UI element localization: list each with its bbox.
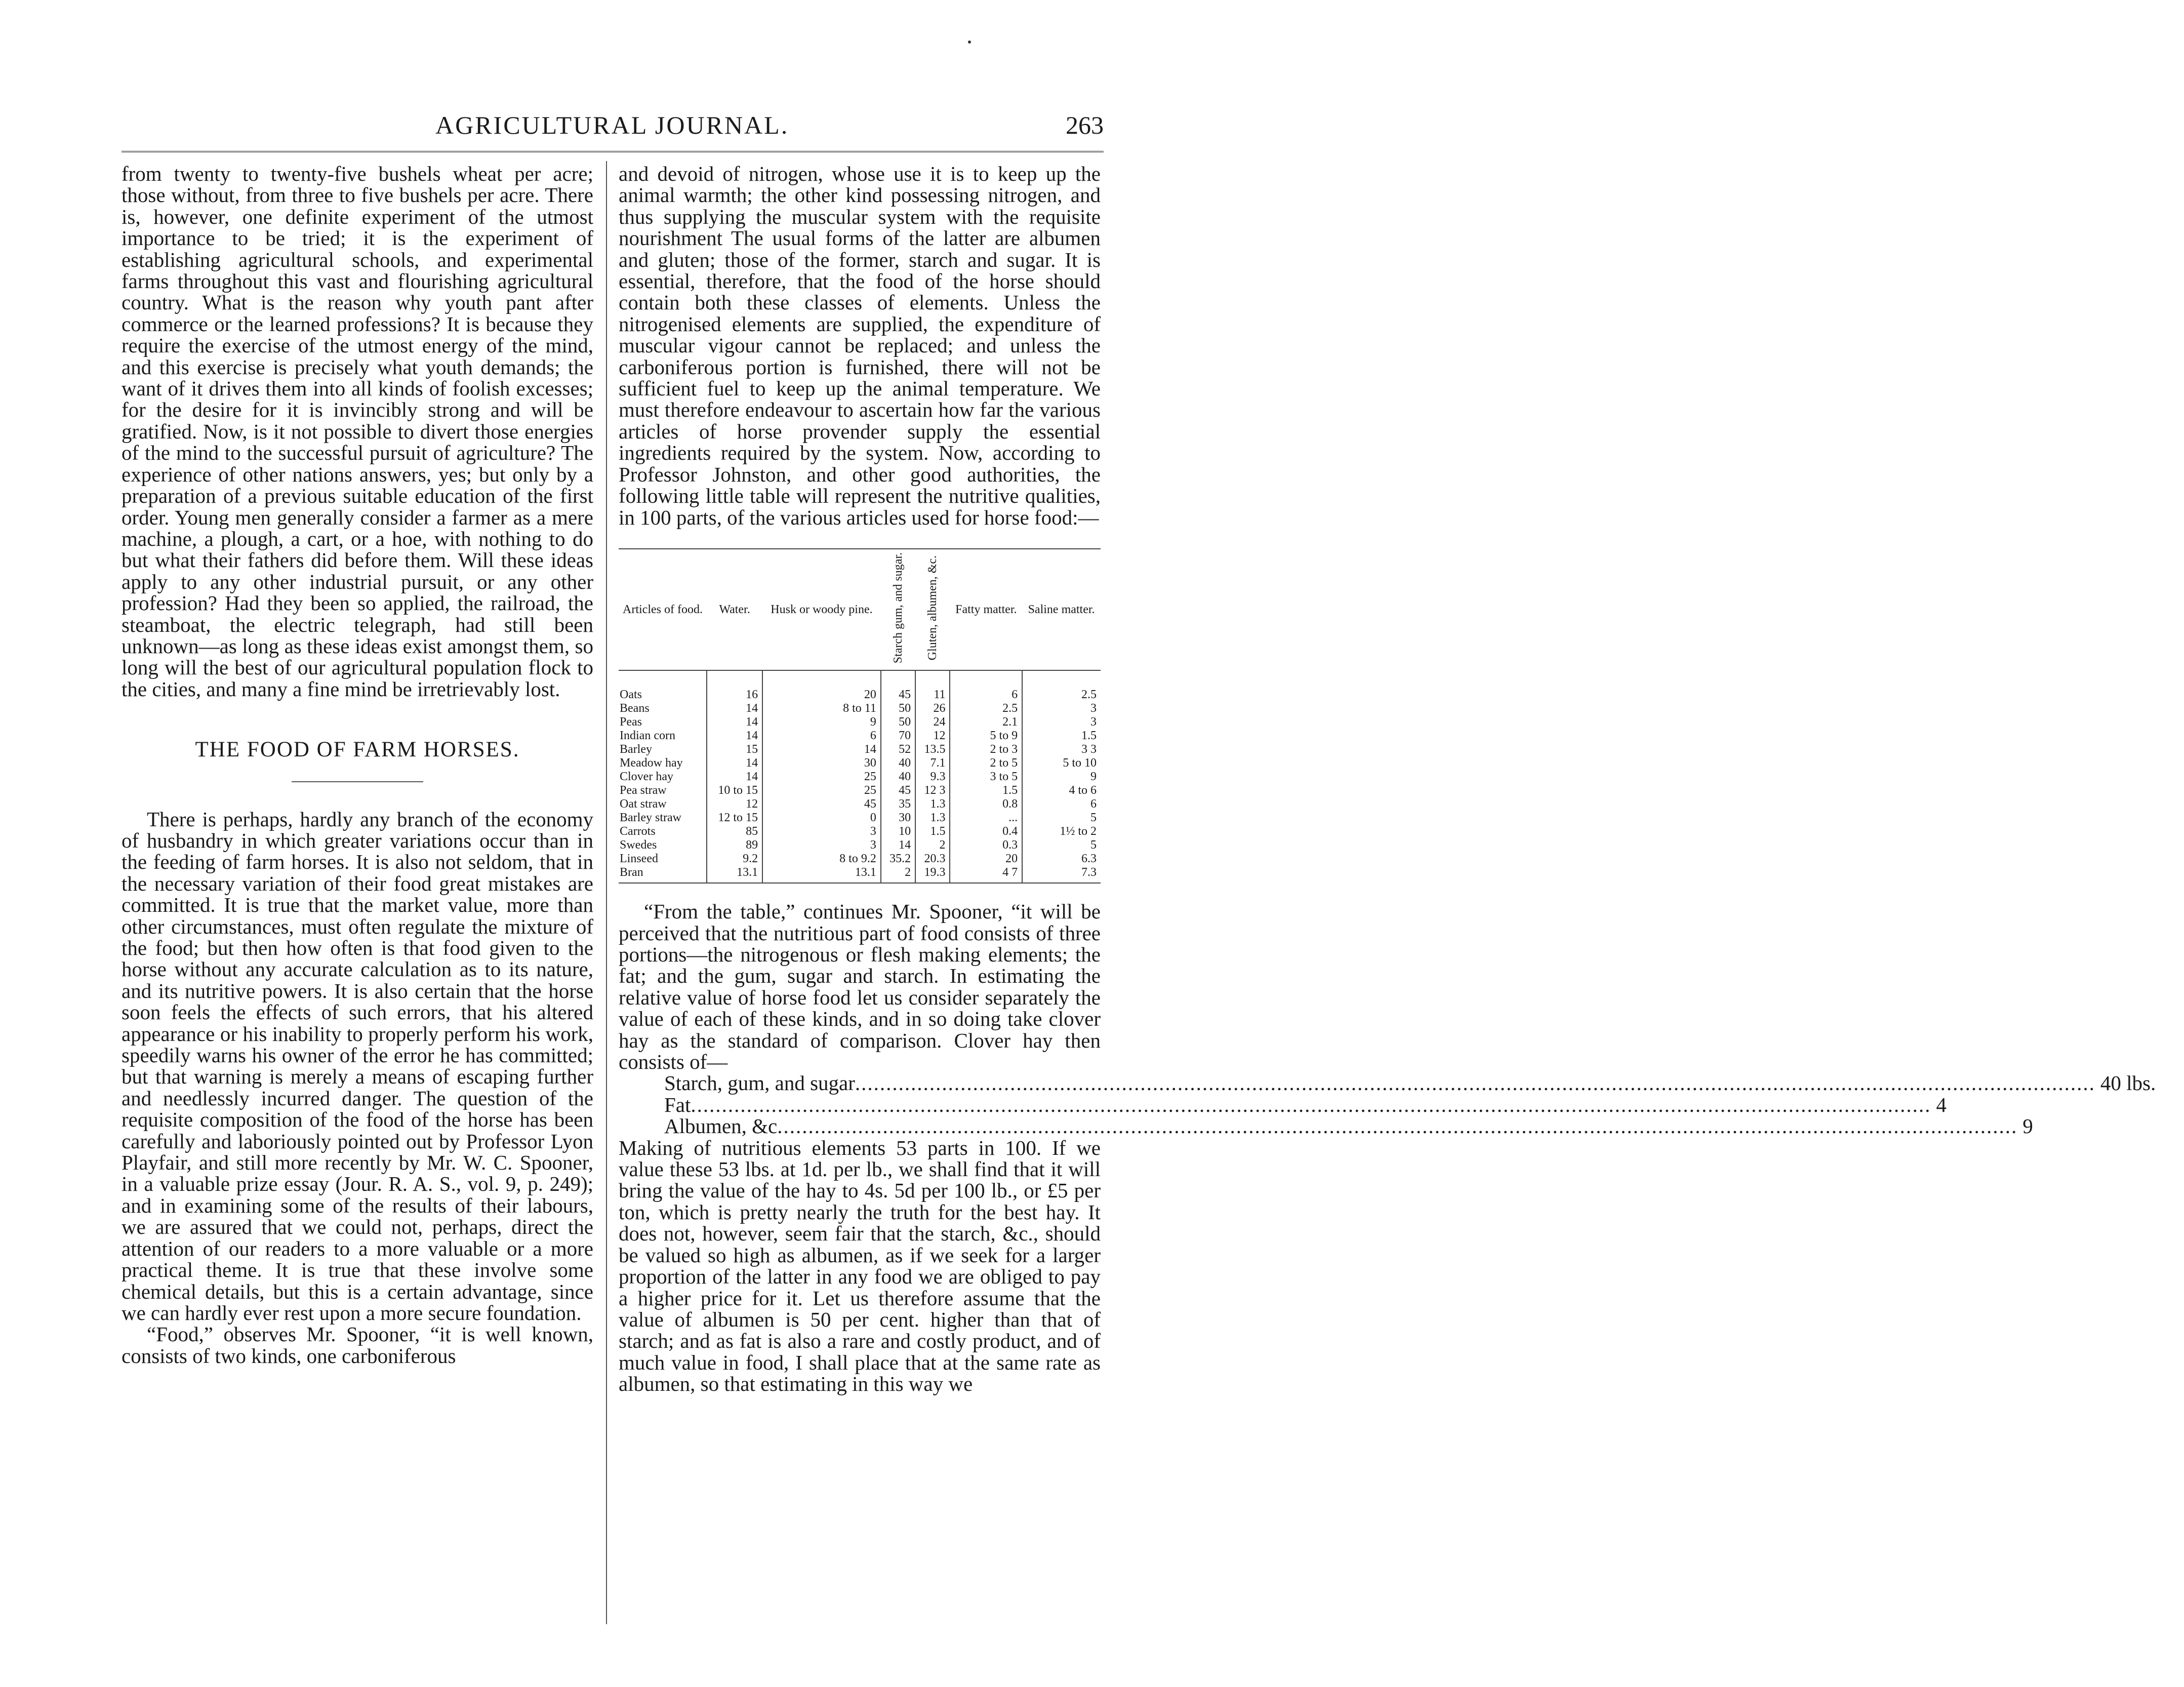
nutrition-table [619,548,1101,883]
table-cell-value: 1.5 [915,825,950,838]
section-heading-text: THE FOOD OF FARM HORSES. [195,738,520,762]
table-cell-value: 19.3 [915,866,950,883]
table-cell-value: 3 [1022,715,1101,729]
leader-dots: ........................................................................................................................................................................................................ [691,1093,1931,1116]
table-cell-value: 30 [881,811,915,825]
header-rule [122,151,1104,154]
table-cell-value: 6.3 [1022,852,1101,866]
table-cell-food: Linseed [620,852,658,866]
table-cell-value: 3 [1022,702,1101,715]
table-cell-value: 14 [762,743,881,756]
table-cell-value: 13.5 [915,743,950,756]
table-cell-value: 9.3 [915,770,950,784]
list-item-label: Fat [664,1093,691,1116]
list-item [619,1114,2033,1138]
col-header-gluten: Gluten, albumen, &c. [915,549,950,670]
table-cell-value: 45 [881,670,915,702]
table-cell-value: 1.3 [915,811,950,825]
table-row [619,811,1101,825]
table-cell-food: Indian corn [620,729,675,743]
list-item-value: 4 [1936,1093,1947,1116]
table-cell-food: Beans [620,702,650,715]
speck-mark [968,41,971,44]
table-cell-food: Oats [620,688,642,702]
left-paragraph-2: There is perhaps, hardly any branch of the economy of husbandry in which greater variations occur than in the feeding of farm horses. It is also not seldom, that in the necessary variation of their food great mistakes are committed. It is true that the market value, more than other circumstances, must often regulate the mixture of the food; but then how often is that food given to the horse without any accurate calculation as to its nature, and its nutritive powers. It is also certain that the horse soon feels the effects of such errors, that his altered appearance or his inability to properly perform his work, speedily warns his owner of the error he has committed; but that warning is merely a means of escaping further and needlessly incurred danger. The question of the requisite composition of the food of the horse has been carefully and laboriously pointed out by Professor Lyon Playfair, and still more recently by Mr. W. C. Spooner, in a valuable prize essay (Jour. R. A. S., vol. 9, p. 249); and in examining some of the results of their labours, we are assured that we could not, perhaps, direct the attention of our readers to a more valuable or a more practical theme. It is true that these involve some chemical details, but this is a certain advantage, since we can hardly ever rest upon a more secure foundation. [122,807,593,1324]
table-cell-value: 2.5 [950,702,1022,715]
table-cell-value: 5 [1022,811,1101,825]
table-cell-value: 0.8 [950,797,1022,811]
table-cell-value: 2 [881,866,915,883]
table-cell-value: 20 [762,670,881,702]
table-cell-value: 1.3 [915,797,950,811]
table-cell-value: 0.3 [950,838,1022,852]
table-row [619,729,1101,743]
left-column [122,163,593,1367]
table-cell-value: 12 to 15 [707,811,762,825]
table-cell-value: 85 [707,825,762,838]
table-cell-value: 30 [762,756,881,770]
table-cell-value: 5 to 9 [950,729,1022,743]
table-cell-food: Barley [620,743,652,756]
table-cell-food: Bran [619,866,707,883]
table-cell-value: 3 3 [1022,743,1101,756]
table-cell-value: 2.1 [950,715,1022,729]
table-row [619,838,1101,852]
page-header [122,110,1104,146]
left-paragraph-3: “Food,” observes Mr. Spooner, “it is well known, consists of two kinds, one carboniferous [122,1322,593,1368]
table-cell-food: Barley straw [620,811,681,825]
table-cell-value: 1½ to 2 [1022,825,1101,838]
table-row [619,670,1101,702]
table-cell-value: 6 [762,729,881,743]
table-row [619,784,1101,797]
table-cell-value: 7.3 [1022,866,1101,883]
table-cell-value: 52 [881,743,915,756]
table-cell-value: 20.3 [915,852,950,866]
table-cell-value: 3 [762,838,881,852]
table-row [619,702,1101,715]
table-row [619,852,1101,866]
table-cell-value: 13.1 [707,866,762,883]
list-item-label: Starch, gum, and sugar [664,1071,855,1095]
list-item-label: Albumen, &c [664,1114,778,1138]
col-header-husk: Husk or woody pine. [762,549,881,670]
left-paragraph-1: from twenty to twenty-five bushels wheat per acre; those without, from three to five bushels per acre. There is, however, one definite experiment of the utmost importance to be tried; it is the experiment of establishing agricultural schools, and experimental farms throughout this vast and flourishing agricultural country. What is the reason why youth pant after commerce or the learned professions? It is because they require the exercise of the utmost energy of the mind, and this exercise is precisely what youth demands; the want of it drives them into all kinds of foolish excesses; for the desire for it is invincibly strong and will be gratified. Now, is it not possible to divert those energies of the mind to the successful pursuit of agriculture? The experience of other nations answers, yes; but only by a preparation of a previous suitable education of the first order. Young men generally consider a farmer as a mere machine, a plough, a cart, or a hoe, with nothing to do but what their fathers did before them. Will these ideas apply to any other industrial pursuit, or any other profession? Had they been so applied, the railroad, the steamboat, the electric telegraph, had still been unknown—as long as these ideas exist amongst them, so long will the best of our agricultural population flock to the cities, and many a fine mind be irretrievably lost. [122,162,593,701]
list-item [619,1093,1947,1116]
table-body [619,670,1101,883]
table-cell-food: Carrots [620,825,656,838]
table-row [619,756,1101,770]
table-cell-value: 5 [1022,838,1101,852]
right-column [619,162,2156,1396]
table-cell-value: 2 to 3 [950,743,1022,756]
table-cell-value: 6 [950,670,1022,702]
heading-rule [292,781,423,782]
table-cell-food: Meadow hay [620,756,683,770]
leader-dots: ........................................................................................................................................................................................................ [777,1114,2018,1138]
table-cell-value: 11 [915,670,950,702]
column-divider [606,161,607,1624]
table-cell-value: 0 [762,811,881,825]
table-cell-value: 12 [915,729,950,743]
table-cell-value: 10 [881,825,915,838]
table-row [619,743,1101,756]
table-cell-value: 89 [707,838,762,852]
table-cell-food: Peas [620,715,642,729]
col-header-starch: Starch gum, and sugar. [881,549,915,670]
table-cell-value: 50 [881,702,915,715]
table-cell-value: 3 to 5 [950,770,1022,784]
right-paragraph-1: and devoid of nitrogen, whose use it is to keep up the animal warmth; the other kind possessing nitrogen, and thus supplying the muscular system with the requisite nourishment The usual forms of the latter are albumen and gluten; those of the former, starch and sugar. It is essential, therefore, that the food of the horse should contain both these classes of elements. Unless the nitrogenised elements are supplied, the expenditure of muscular vigour cannot be replaced; and unless the carboniferous portion is furnished, there will not be sufficient fuel to keep up the animal temperature. We must therefore endeavour to ascertain how far the various articles of horse provender supply the essential ingredients required by the system. Now, according to Professor Johnston, and other good authorities, the following little table will represent the nutritive qualities, in 100 parts, of the various articles used for horse food:— [619,162,1101,529]
table-cell-value: 40 [881,756,915,770]
table-cell-value: 24 [915,715,950,729]
table-cell-food: Oat straw [620,797,667,811]
table-cell-value: 9 [762,715,881,729]
table-cell-value: 10 to 15 [707,784,762,797]
table-cell-value: 7.1 [915,756,950,770]
table-row [619,770,1101,784]
composition-list [619,1071,2156,1138]
section-heading [122,739,593,782]
table-cell-food: Pea straw [620,784,667,797]
table-cell-value: 5 to 10 [1022,756,1101,770]
col-header-water: Water. [707,549,762,670]
table-cell-value: 6 [1022,797,1101,811]
table-cell-value: 50 [881,715,915,729]
table-cell-value: 26 [915,702,950,715]
leader-dots: ........................................................................................................................................................................................................ [855,1071,2095,1095]
list-item [619,1071,2156,1095]
table-cell-value: 0.4 [950,825,1022,838]
table-cell-value: 8 to 9.2 [762,852,881,866]
table-cell-value: 13.1 [762,866,881,883]
table-row [619,825,1101,838]
page-number: 263 [1066,111,1104,139]
table-cell-value: 2.5 [1022,670,1101,702]
table-cell-value: 9 [1022,770,1101,784]
table-cell-value: 2 [915,838,950,852]
table-cell-value: 14 [707,729,762,743]
table-cell-value: 16 [707,670,762,702]
right-paragraph-3: Making of nutritious elements 53 parts in 100. If we value these 53 lbs. at 1d. per lb., we shall find that it will bring the value of the hay to 4s. 5d per 100 lb., or £5 per ton, which is pretty nearly the truth for the best hay. It does not, however, seem fair that the starch, &c., should be valued so high as albumen, as if we seek for a larger proportion of the latter in any food we are obliged to pay a higher price for it. Let us therefore assume that the value of albumen is 50 per cent. higher than that of starch; and as fat is also a rare and costly product, and of much value in food, I shall place that at the same rate as albumen, so that estimating in this way we [619,1136,1101,1396]
table-cell-food: Swedes [620,838,657,852]
list-item-value: 40 lbs. [2100,1071,2156,1095]
table-cell-value: ... [950,811,1022,825]
col-header-food: Articles of food. [619,549,707,670]
table-cell-value: 35.2 [881,852,915,866]
table-cell-food: Clover hay [620,770,673,784]
col-header-saline: Saline matter. [1022,549,1101,670]
table-cell-value: 45 [762,797,881,811]
table-cell-value: 45 [881,784,915,797]
table-cell-value: 8 to 11 [762,702,881,715]
table-row [619,715,1101,729]
table-header-row [619,549,1101,670]
table-cell-value: 15 [707,743,762,756]
table-cell-value: 9.2 [707,852,762,866]
table-cell-value: 25 [762,770,881,784]
table-cell-value: 12 3 [915,784,950,797]
table-row [619,797,1101,811]
table-cell-value: 12 [707,797,762,811]
table-cell-value: 2 to 5 [950,756,1022,770]
table-cell-value: 14 [707,702,762,715]
col-header-fatty: Fatty matter. [950,549,1022,670]
table-cell-value: 70 [881,729,915,743]
table-row [619,866,1101,883]
table-cell-value: 4 7 [950,866,1022,883]
table-cell-value: 25 [762,784,881,797]
table-cell-value: 1.5 [1022,729,1101,743]
list-item-value: 9 [2023,1114,2033,1138]
table-cell-value: 14 [707,770,762,784]
table-cell-value: 4 to 6 [1022,784,1101,797]
table-cell-value: 14 [707,715,762,729]
right-paragraph-2: “From the table,” continues Mr. Spooner, “it will be perceived that the nutritious part of food consists of three portions—the nitrogenous or flesh making elements; the fat; and the gum, sugar and starch. In estimating the relative value of horse food let us consider separately the value of each of these kinds, and in so doing take clover hay as the standard of comparison. Clover hay then consists of— [619,900,1101,1074]
table-cell-value: 14 [707,756,762,770]
table-cell-value: 3 [762,825,881,838]
running-title: AGRICULTURAL JOURNAL. [435,111,789,139]
table-cell-value: 1.5 [950,784,1022,797]
table-cell-value: 35 [881,797,915,811]
table-cell-value: 40 [881,770,915,784]
table-cell-value: 14 [881,838,915,852]
table-cell-value: 20 [950,852,1022,866]
